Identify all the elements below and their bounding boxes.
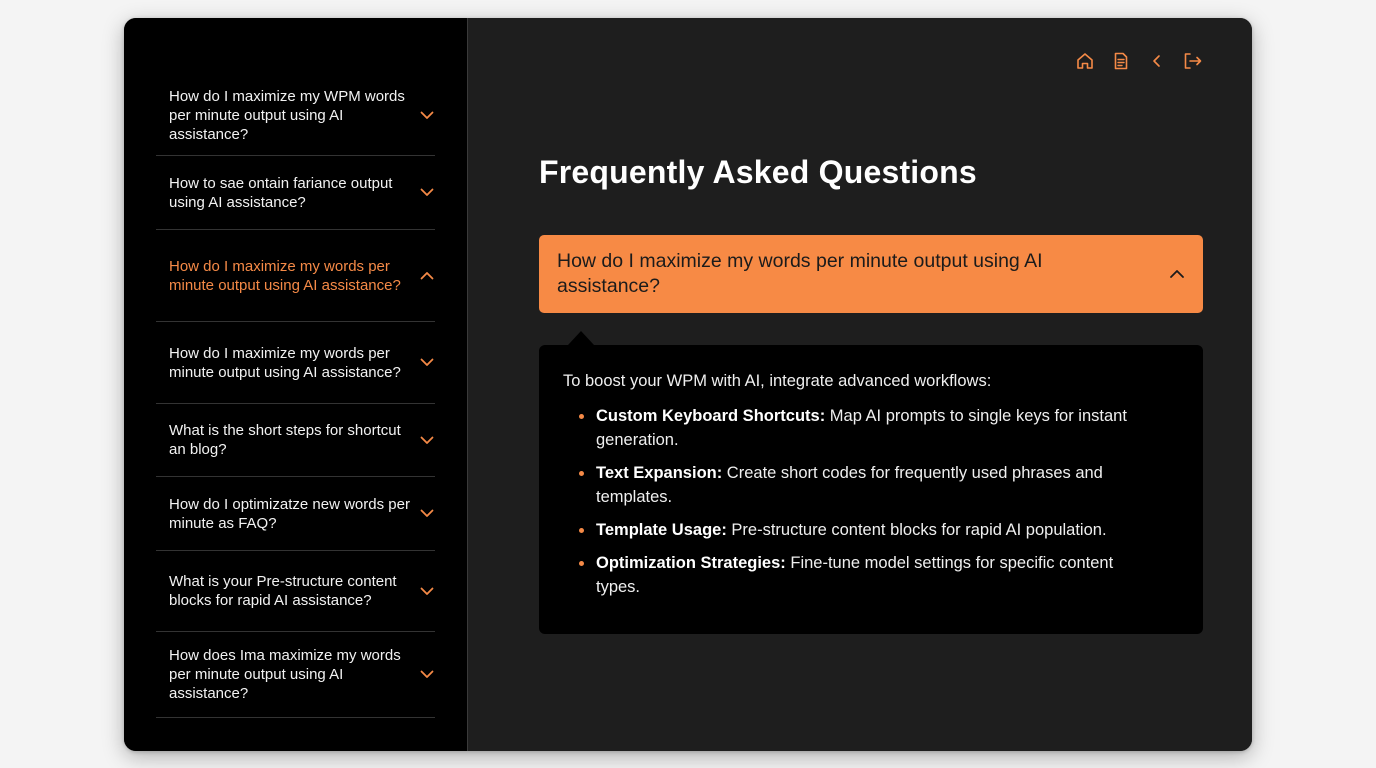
home-icon[interactable] [1074,50,1096,72]
sidebar-item-label: How do I maximize my words per minute output using AI assistance? [169,344,401,381]
bullet-term: Custom Keyboard Shortcuts: [596,407,826,425]
bullet-term: Text Expansion: [596,464,723,482]
bullet-dot-icon [579,561,584,566]
chevron-down-icon [419,108,435,124]
chevron-down-icon [419,506,435,522]
faq-answer-panel [539,345,1203,634]
bullet-dot-icon [579,528,584,533]
bullet-text: Fine-tune model settings for specific content types. [596,554,1114,596]
sidebar-item-label: What is the short steps for shortcut an blog? [169,422,401,458]
faq-sidebar [124,18,468,751]
sidebar-item-maximize-words[interactable] [156,322,435,404]
sidebar-item-maximize-words-active[interactable] [156,230,435,322]
chevron-down-icon [419,667,435,683]
sidebar-item-maximize-wpm[interactable] [156,76,435,156]
sidebar-item-label: How do I maximize my WPM words per minute output using AI assistance? [169,88,405,143]
page-title: Frequently Asked Questions [539,154,977,190]
answer-bullet [563,461,1153,509]
faq-main [468,18,1252,751]
top-toolbar [1074,50,1204,72]
sidebar-item-label: How do I optimizatze new words per minute as FAQ? [169,495,410,532]
bullet-term: Optimization Strategies: [596,554,786,572]
chevron-down-icon [419,355,435,371]
chevron-up-icon[interactable] [1169,266,1185,282]
faq-question-text: How do I maximize my words per minute output using AI assistance? [557,250,1043,297]
bullet-term: Template Usage: [596,521,727,539]
document-icon[interactable] [1110,50,1132,72]
bullet-text: Map AI prompts to single keys for instant generation. [596,407,1127,449]
app-window [124,18,1252,751]
sidebar-item-ima-maximize[interactable] [156,632,435,718]
sidebar-item-pre-structure[interactable] [156,551,435,632]
sidebar-item-fariance-output[interactable] [156,156,435,230]
answer-bullet [563,518,1153,542]
chevron-down-icon [419,583,435,599]
answer-bullet-list [563,404,1179,599]
sidebar-item-optimize-words[interactable] [156,477,435,551]
faq-question-header[interactable] [539,235,1203,313]
bullet-text: Pre-structure content blocks for rapid AI population. [726,521,1107,539]
answer-bullet [563,404,1153,452]
bullet-dot-icon [579,414,584,419]
bullet-text: Create short codes for frequently used phrases and templates. [596,464,1103,506]
sidebar-item-label: How does Ima maximize my words per minute output using AI assistance? [169,647,401,702]
chevron-left-icon[interactable] [1146,50,1168,72]
answer-intro: To boost your WPM with AI, integrate advanced workflows: [563,372,992,390]
logout-icon[interactable] [1182,50,1204,72]
chevron-up-icon [419,268,435,284]
sidebar-item-label: How to sae ontain fariance output using AI assistance? [169,174,393,211]
chevron-down-icon [419,432,435,448]
answer-pointer [568,331,594,345]
sidebar-item-label: How do I maximize my words per minute output using AI assistance? [169,257,401,294]
sidebar-item-short-steps[interactable] [156,404,435,477]
answer-bullet [563,551,1153,599]
chevron-down-icon [419,185,435,201]
sidebar-item-label: What is your Pre-structure content blocks for rapid AI assistance? [169,573,397,609]
bullet-dot-icon [579,471,584,476]
